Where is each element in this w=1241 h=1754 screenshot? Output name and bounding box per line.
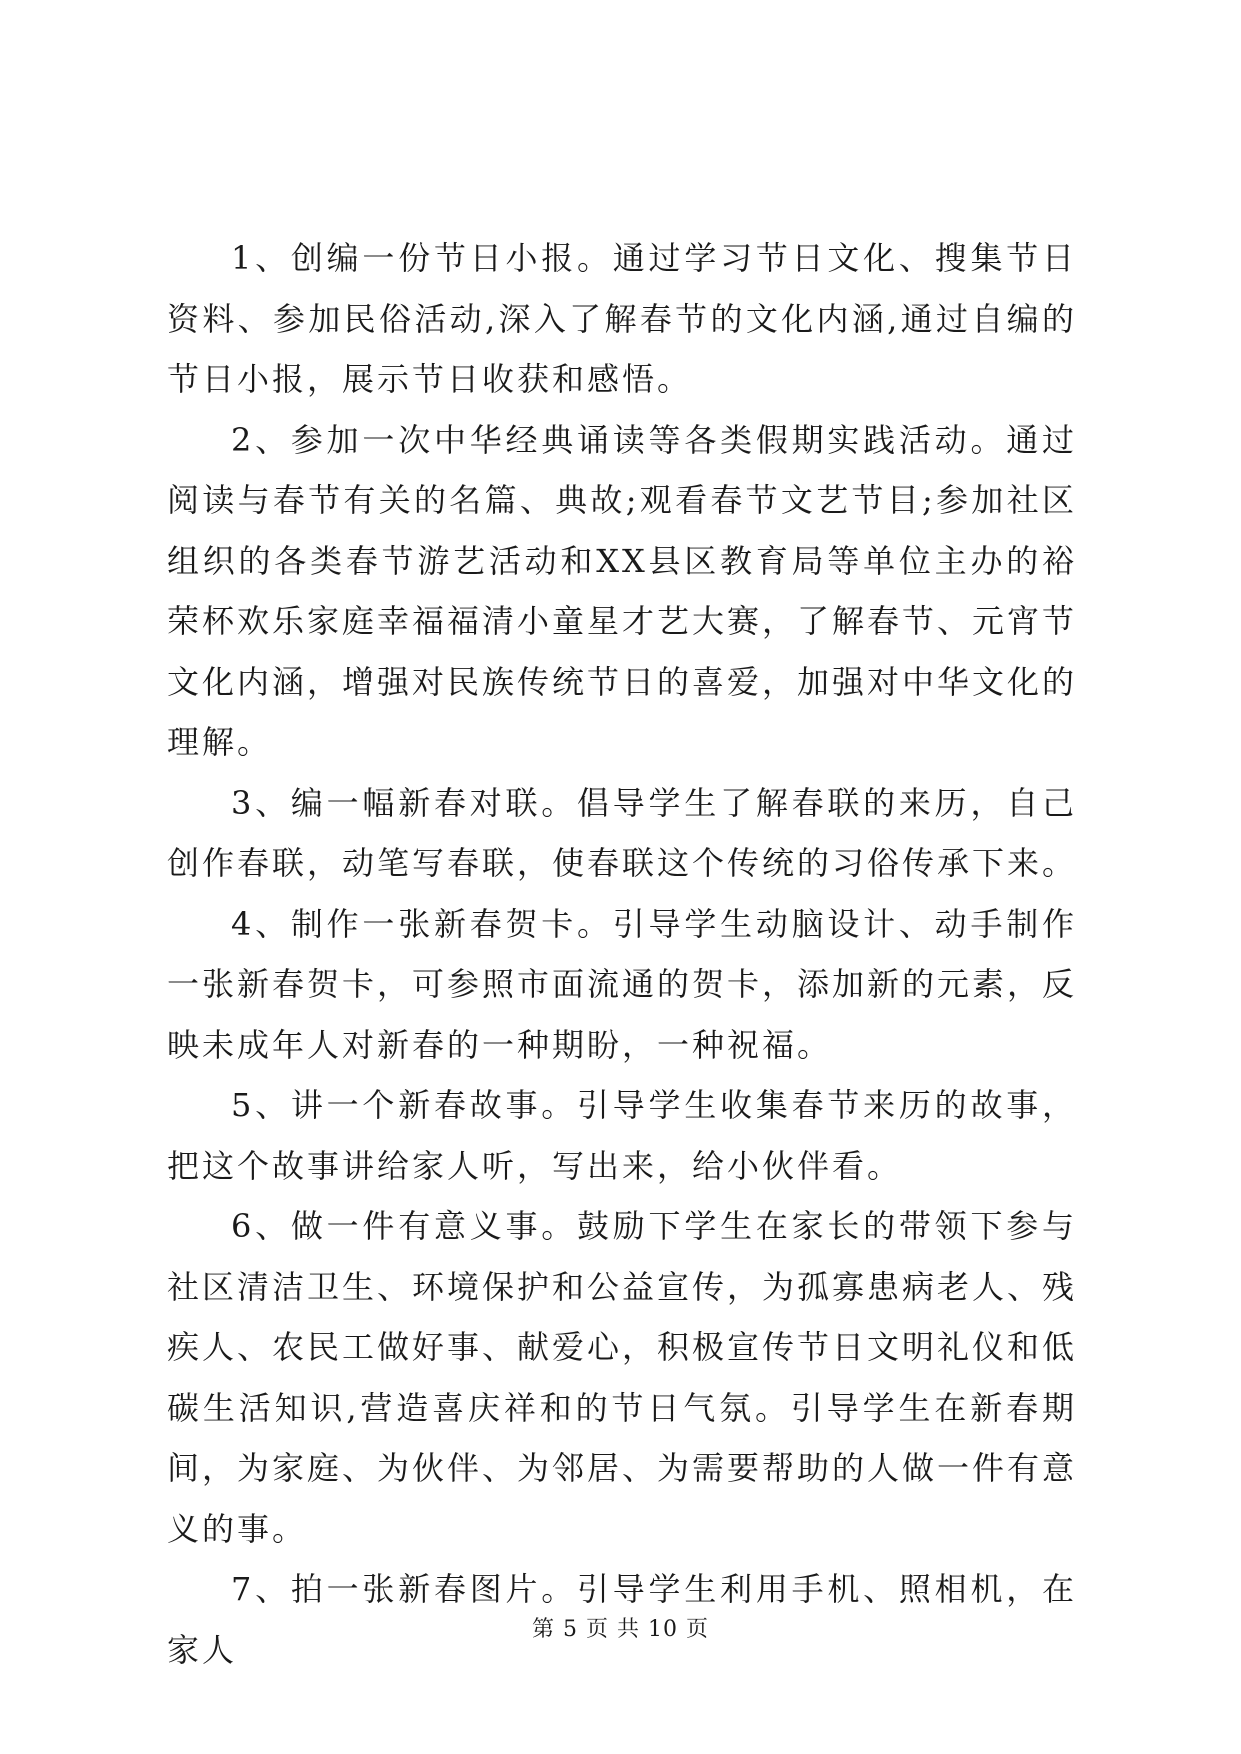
- document-body: [167, 228, 1077, 1680]
- paragraph-4: 4、制作一张新春贺卡。引导学生动脑设计、动手制作一张新春贺卡，可参照市面流通的贺卡，添加新的元素，反映未成年人对新春的一种期盼，一种祝福。: [167, 904, 1078, 1064]
- paragraph-2: 2、参加一次中华经典诵读等各类假期实践活动。通过阅读与春节有关的名篇、典故;观看春节文艺节目;参加社区组织的各类春节游艺活动和XX县区教育局等单位主办的裕荣杯欢乐家庭幸福福清小童星才艺大赛，了解春节、元宵节文化内涵，增强对民族传统节日的喜爱，加强对中华文化的理解。: [167, 420, 1078, 761]
- paragraph-3: 3、编一幅新春对联。倡导学生了解春联的来历，自己创作春联，动笔写春联，使春联这个传统的习俗传承下来。: [167, 783, 1078, 882]
- page-footer: 第 5 页 共 10 页: [532, 1617, 709, 1642]
- paragraph-6: 6、做一件有意义事。鼓励下学生在家长的带领下参与社区清洁卫生、环境保护和公益宣传，为孤寡患病老人、残疾人、农民工做好事、献爱心，积极宣传节日文明礼仪和低碳生活知识,营造喜庆祥和的节日气氛。引导学生在新春期间，为家庭、为伙伴、为邻居、为需要帮助的人做一件有意义的事。: [167, 1207, 1078, 1548]
- paragraph-7: 7、拍一张新春图片。引导学生利用手机、照相机，在家人: [167, 1570, 1077, 1669]
- paragraph-1: 1、创编一份节日小报。通过学习节日文化、搜集节日资料、参加民俗活动,深入了解春节的文化内涵,通过自编的节日小报，展示节日收获和感悟。: [167, 239, 1077, 398]
- paragraph-5: 5、讲一个新春故事。引导学生收集春节来历的故事，把这个故事讲给家人听，写出来，给小伙伴看。: [167, 1086, 1077, 1185]
